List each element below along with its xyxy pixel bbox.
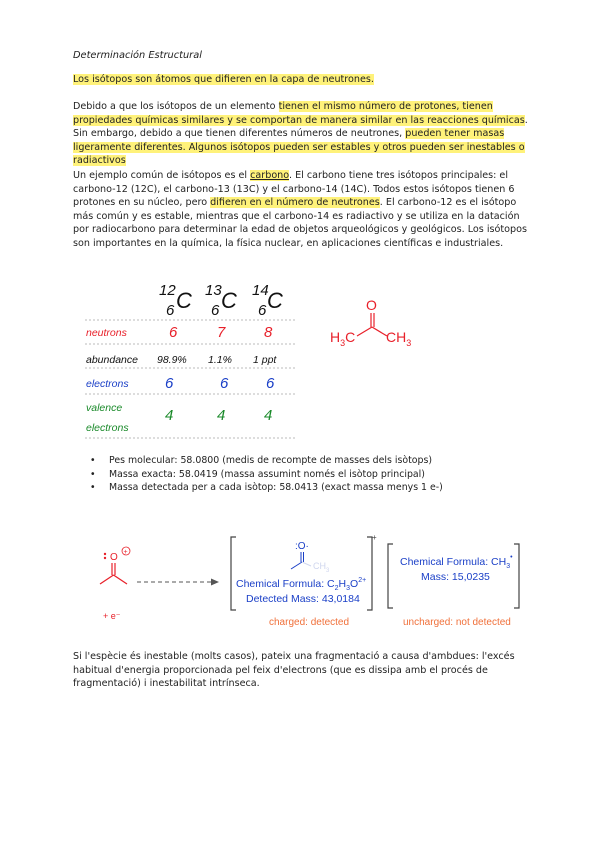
mass-number: 13	[205, 282, 222, 299]
row-label-abundance: abundance	[86, 354, 138, 366]
neutrons-c14: 8	[264, 324, 273, 341]
text-run: Debido a que los isótopos de un elemento	[73, 101, 279, 112]
valence-c13: 4	[217, 407, 226, 424]
radical-dot	[104, 553, 106, 555]
row-label-electrons: electrons	[86, 378, 129, 390]
paragraph-fragmentation: Si l'espècie és inestable (molts casos), pateix una fragmentació a causa d'ambdues: l'excés habitual d'energia proporcionada pel feix d'electrons (que es dissipa amb el procés de fragmentació) i inestabilitat intrínseca.	[73, 651, 515, 690]
text-run: Un ejemplo común de isótopos es el	[73, 170, 251, 181]
electron-label: + e⁻	[103, 611, 121, 621]
isotope-header-c12	[159, 282, 192, 319]
mass-bullet-list	[90, 454, 443, 495]
highlighted-text: Los isótopos	[73, 74, 136, 85]
charged-caption: charged: detected	[269, 617, 350, 628]
fragmentation-scheme	[85, 532, 525, 632]
left-bond	[357, 327, 372, 336]
electrons-c12: 6	[165, 375, 174, 392]
text-run: . El carbono-12 es el isótopo más común y es estable, mientras que el carbono-14 es radiactivo y se utiliza en la datación por radiocarbono para determinar la edad de objetos arqueológicos y geológicos. Los isótopos son importantes en la química, la física nuclear, en aplicaciones científicas e industriales.	[73, 197, 527, 249]
abundance-c13: 1.1%	[208, 354, 232, 366]
highlighted-text: tienen el mismo número de protones, tienen propiedades químicas similares y se comportan de manera similar	[73, 101, 493, 126]
highlighted-text: . Algunos isótopos pueden ser estables y otros pueden ser inestables o radiactivos	[73, 141, 525, 167]
paragraph-carbon-example	[73, 169, 533, 251]
cation-detected-mass: Detected Mass: 43,0184	[246, 593, 360, 605]
bracket-right	[367, 537, 372, 610]
text-run: . El carbono tiene tres isótopos principales: el carbono-12 (12C), el carbono-13 (13C) y el carbono-14 (14C). Todos estos isótopos tienen 6 protones en su núcleo, pero	[73, 170, 515, 209]
right-methyl: $CH_3$	[386, 329, 412, 348]
highlighted-text: difieren en el número de neutrones	[210, 197, 380, 209]
document-title: Determinación Estructural	[73, 50, 202, 61]
atomic-number: 6	[166, 302, 175, 319]
mass-number: 14	[252, 282, 269, 299]
electrons-c14: 6	[266, 375, 275, 392]
list-item: • Massa exacta: 58.0419 (massa assumint només el isòtop principal)	[90, 468, 443, 482]
mass-number: 12	[159, 282, 176, 299]
row-label-valence-electrons: electrons	[86, 422, 129, 434]
charge-sign: +	[123, 549, 128, 556]
bracket-charge: +	[372, 533, 377, 542]
radical-dot	[104, 557, 106, 559]
list-item: • Pes molecular: 58.0800 (medis de recompte de masses dels isòtops)	[90, 454, 443, 468]
faded-methyl: $CH_3$	[313, 561, 330, 574]
cation-oxygen: :O·	[295, 541, 309, 552]
text-run: . Sin embargo, debido a que tienen diferentes números de neutrones,	[73, 114, 528, 140]
isotope-header-c14	[252, 282, 283, 319]
atomic-number: 6	[211, 302, 220, 319]
list-item: • Massa detectada per a cada isòtop: 58.0413 (exact massa menys 1 e-)	[90, 481, 443, 495]
paragraph-isotopes-properties	[73, 100, 533, 168]
isotope-headers	[159, 282, 283, 319]
abundance-c14: 1 ppt	[253, 354, 277, 366]
element-symbol: C	[176, 288, 192, 313]
neutrons-c13: 7	[217, 324, 226, 341]
highlighted-text: son átomos que difieren en la capa de neutrones.	[135, 74, 374, 85]
element-symbol: C	[221, 288, 237, 313]
abundance-c12: 98.9%	[157, 354, 187, 366]
atomic-number: 6	[258, 302, 267, 319]
highlighted-text: en las reacciones químicas	[392, 114, 525, 126]
uncharged-caption: uncharged: not detected	[403, 617, 511, 628]
row-label-valence: valence	[86, 402, 123, 414]
oxygen-label: O	[110, 552, 118, 563]
isotope-table-figure	[80, 272, 310, 444]
neutrons-c12: 6	[169, 324, 178, 341]
bracket-left	[388, 544, 393, 608]
row-label-neutrons: neutrons	[86, 327, 127, 339]
radical-formula: Chemical Formula: $CH_3^•$	[400, 554, 513, 570]
highlighted-text: carbono	[250, 170, 289, 181]
acetone-structure	[325, 292, 425, 352]
bracket-left	[231, 537, 236, 610]
valence-c12: 4	[165, 407, 174, 424]
element-symbol: C	[267, 288, 283, 313]
cation-formula: Chemical Formula: $C_2H_3O^{2+}$	[236, 577, 367, 592]
left-methyl: $H_3C$	[330, 329, 356, 348]
right-bond	[372, 327, 387, 336]
radical-mass: Mass: 15,0235	[421, 571, 490, 583]
isotope-header-c13	[205, 282, 237, 319]
bracket-right	[514, 544, 519, 608]
arrow-head	[211, 579, 219, 586]
electrons-c13: 6	[220, 375, 229, 392]
highlighted-text: pueden tener masas ligeramente diferentes	[73, 128, 505, 153]
paragraph-isotopes-definition	[73, 73, 533, 87]
acetone-oxygen: O	[366, 297, 377, 313]
valence-c14: 4	[264, 407, 273, 424]
radical-cation-structure	[100, 547, 130, 621]
